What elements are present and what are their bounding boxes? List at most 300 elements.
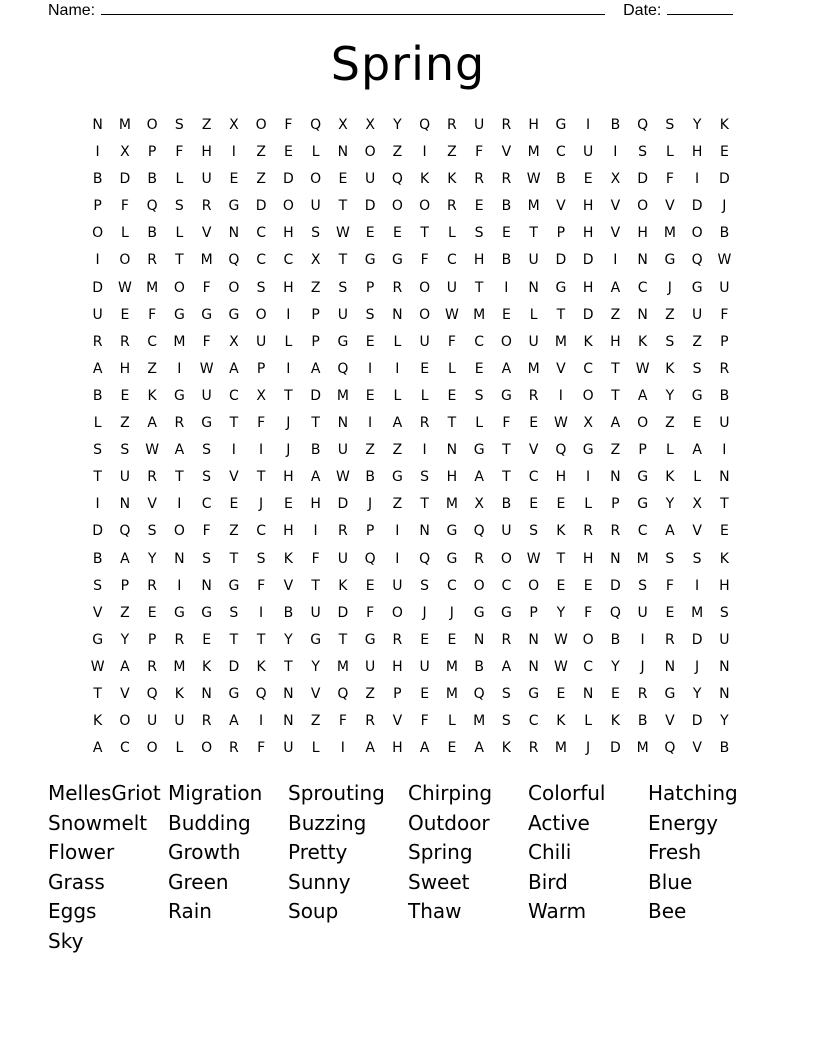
grid-letter: N: [392, 306, 403, 323]
grid-letter: P: [365, 279, 375, 296]
grid-letter: V: [229, 469, 239, 486]
grid-letter: U: [719, 415, 730, 432]
grid-row: [84, 247, 744, 274]
grid-letter: B: [474, 658, 484, 675]
grid-letter: K: [610, 713, 620, 730]
grid-letter: S: [202, 442, 212, 459]
grid-letter: I: [95, 144, 100, 161]
grid-letter: O: [419, 306, 431, 323]
grid-letter: F: [420, 713, 429, 730]
grid-letter: S: [202, 550, 212, 567]
grid-letter: I: [231, 144, 236, 161]
grid-letter: U: [419, 658, 430, 675]
grid-letter: G: [446, 550, 458, 567]
grid-letter: A: [610, 415, 621, 432]
grid-letter: K: [665, 360, 675, 377]
grid-row: [84, 329, 744, 356]
word-list-item: Green: [168, 869, 229, 894]
grid-letter: R: [201, 713, 212, 730]
header-fields: [48, 0, 733, 18]
grid-letter: K: [447, 171, 457, 188]
grid-letter: F: [502, 415, 511, 432]
grid-letter: Z: [120, 415, 130, 432]
word-list-item: Hatching: [648, 781, 738, 805]
grid-letter: Z: [256, 171, 266, 188]
grid-letter: N: [446, 442, 458, 459]
word-list-item: Migration: [168, 781, 263, 805]
grid-letter: H: [201, 144, 212, 161]
grid-letter: T: [556, 306, 566, 323]
grid-letter: A: [692, 442, 702, 459]
grid-letter: C: [201, 496, 212, 513]
grid-letter: T: [420, 225, 429, 242]
grid-letter: R: [392, 279, 403, 296]
grid-letter: R: [501, 171, 512, 188]
grid-letter: O: [691, 225, 703, 242]
grid-letter: C: [446, 252, 457, 269]
grid-letter: B: [501, 496, 512, 513]
grid-letter: I: [395, 360, 400, 377]
grid-letter: W: [553, 631, 568, 648]
grid-letter: T: [93, 685, 102, 702]
grid-letter: G: [228, 198, 240, 215]
grid-letter: D: [582, 252, 594, 269]
grid-letter: P: [93, 198, 102, 215]
grid-letter: Y: [611, 658, 620, 675]
grid-letter: N: [201, 577, 212, 594]
grid-letter: M: [527, 144, 540, 161]
grid-letter: P: [556, 225, 566, 242]
grid-letter: L: [693, 469, 702, 486]
grid-letter: F: [420, 252, 429, 269]
grid-letter: H: [582, 225, 594, 242]
grid-letter: I: [286, 360, 291, 377]
word-list-item: Snowmelt: [48, 810, 148, 835]
word-list-item: Active: [528, 810, 590, 835]
grid-letter: O: [364, 144, 376, 161]
grid-letter: H: [610, 333, 621, 350]
grid-letter: J: [695, 658, 700, 675]
grid-letter: G: [637, 496, 649, 513]
grid-letter: E: [583, 577, 593, 594]
grid-letter: G: [473, 442, 485, 459]
grid-letter: U: [446, 279, 457, 296]
grid-letter: I: [259, 713, 264, 730]
grid-letter: O: [119, 252, 131, 269]
grid-letter: S: [474, 225, 484, 242]
grid-letter: W: [117, 279, 132, 296]
grid-letter: U: [719, 279, 730, 296]
grid-letter: H: [392, 740, 403, 757]
grid-letter: D: [691, 713, 703, 730]
grid-letter: Q: [337, 360, 349, 377]
grid-letter: N: [610, 469, 621, 486]
grid-letter: J: [722, 198, 727, 215]
grid-letter: J: [368, 496, 373, 513]
grid-letter: G: [173, 604, 185, 621]
grid-letter: Z: [392, 442, 403, 459]
grid-letter: M: [336, 658, 349, 675]
grid-letter: E: [474, 198, 484, 215]
word-list-item: Colorful: [528, 781, 606, 805]
grid-letter: B: [92, 550, 103, 567]
grid-letter: E: [365, 225, 375, 242]
grid-letter: K: [638, 333, 648, 350]
grid-letter: S: [665, 117, 675, 133]
word-list-item: Fresh: [648, 840, 702, 865]
grid-letter: A: [665, 523, 675, 540]
grid-letter: E: [283, 496, 293, 513]
grid-letter: N: [610, 550, 621, 567]
date-label: Date:: [623, 2, 662, 19]
grid-letter: L: [584, 713, 593, 730]
grid-letter: G: [92, 631, 104, 648]
grid-letter: M: [173, 333, 186, 350]
grid-letter: T: [311, 415, 320, 432]
grid-letter: S: [665, 550, 675, 567]
grid-letter: L: [447, 225, 456, 242]
grid-letter: D: [337, 604, 349, 621]
grid-letter: O: [119, 713, 131, 730]
grid-letter: W: [553, 658, 568, 675]
grid-letter: F: [584, 604, 593, 621]
grid-letter: E: [556, 496, 566, 513]
grid-letter: L: [93, 415, 102, 432]
grid-letter: J: [286, 442, 291, 459]
grid-row: [84, 600, 744, 627]
grid-letter: A: [229, 360, 239, 377]
grid-letter: D: [282, 171, 294, 188]
grid-letter: O: [173, 523, 185, 540]
grid-letter: Y: [120, 631, 130, 648]
grid-letter: T: [338, 198, 348, 215]
grid-letter: R: [229, 740, 239, 757]
word-search-grid: [84, 112, 744, 762]
grid-letter: Z: [665, 415, 675, 432]
word-list-item: Chirping: [408, 781, 493, 805]
grid-letter: P: [529, 604, 538, 621]
grid-letter: E: [447, 387, 457, 404]
grid-letter: A: [120, 550, 130, 567]
grid-letter: V: [201, 225, 212, 242]
grid-letter: R: [474, 550, 484, 567]
grid-letter: Z: [147, 360, 157, 377]
grid-letter: F: [202, 279, 211, 296]
grid-letter: T: [256, 631, 266, 648]
grid-letter: E: [474, 360, 484, 377]
word-list: [48, 779, 808, 957]
grid-letter: R: [201, 198, 212, 215]
grid-letter: F: [475, 144, 484, 161]
grid-letter: Y: [692, 117, 702, 133]
grid-letter: K: [93, 713, 103, 730]
grid-letter: Y: [665, 387, 675, 404]
grid-letter: Y: [284, 631, 293, 648]
grid-letter: E: [665, 604, 675, 621]
word-list-item: Spring: [408, 840, 473, 865]
grid-letter: U: [256, 333, 267, 350]
grid-letter: O: [146, 740, 158, 757]
grid-letter: T: [556, 550, 566, 567]
grid-letter: S: [256, 550, 266, 567]
grid-letter: N: [283, 713, 294, 730]
grid-letter: U: [419, 333, 430, 350]
grid-letter: Q: [419, 117, 431, 133]
grid-letter: F: [665, 577, 674, 594]
grid-letter: O: [173, 279, 185, 296]
grid-letter: S: [229, 604, 239, 621]
grid-letter: V: [692, 740, 702, 757]
grid-letter: F: [338, 713, 347, 730]
grid-letter: D: [92, 279, 104, 296]
grid-letter: I: [395, 523, 400, 540]
grid-letter: K: [556, 713, 566, 730]
grid-row: [84, 193, 744, 220]
grid-letter: U: [365, 171, 376, 188]
grid-letter: W: [553, 415, 568, 432]
grid-row: [84, 735, 744, 762]
name-blank-line: [101, 0, 605, 15]
grid-letter: V: [147, 496, 157, 513]
grid-letter: C: [583, 658, 594, 675]
grid-letter: U: [583, 144, 594, 161]
grid-letter: H: [283, 279, 294, 296]
grid-letter: C: [583, 360, 594, 377]
grid-letter: I: [313, 523, 318, 540]
grid-letter: N: [719, 469, 730, 486]
word-list-item: Warm: [528, 899, 587, 924]
grid-letter: O: [473, 577, 485, 594]
grid-letter: I: [177, 577, 182, 594]
grid-row: [84, 491, 744, 518]
grid-letter: S: [692, 360, 702, 377]
grid-letter: G: [364, 252, 376, 269]
grid-letter: L: [529, 306, 538, 323]
grid-letter: D: [228, 658, 240, 675]
grid-letter: P: [638, 442, 647, 459]
grid-letter: Y: [147, 550, 157, 567]
grid-letter: U: [337, 550, 348, 567]
grid-letter: M: [336, 387, 349, 404]
grid-letter: A: [310, 360, 321, 377]
grid-letter: L: [175, 225, 184, 242]
grid-letter: V: [556, 198, 566, 215]
grid-letter: K: [719, 117, 729, 133]
grid-letter: O: [310, 171, 322, 188]
grid-letter: U: [637, 604, 648, 621]
grid-letter: R: [665, 631, 675, 648]
grid-letter: I: [395, 550, 400, 567]
grid-letter: D: [609, 577, 621, 594]
grid-letter: M: [473, 306, 486, 323]
grid-letter: J: [286, 415, 291, 432]
grid-letter: H: [446, 469, 458, 486]
grid-letter: O: [201, 740, 213, 757]
grid-letter: H: [637, 225, 648, 242]
grid-letter: Z: [120, 604, 130, 621]
grid-letter: W: [335, 469, 350, 486]
grid-letter: Q: [364, 550, 376, 567]
word-list-item: Growth: [168, 840, 241, 865]
grid-letter: O: [419, 198, 431, 215]
grid-letter: H: [582, 279, 594, 296]
grid-row: [84, 654, 744, 681]
grid-letter: M: [527, 198, 540, 215]
grid-letter: C: [637, 279, 648, 296]
grid-letter: B: [310, 442, 321, 459]
grid-letter: E: [583, 171, 593, 188]
grid-letter: R: [637, 685, 648, 702]
grid-letter: D: [119, 171, 131, 188]
grid-letter: P: [256, 360, 266, 377]
grid-letter: F: [202, 333, 211, 350]
grid-letter: A: [501, 360, 512, 377]
grid-letter: F: [257, 415, 266, 432]
grid-letter: X: [365, 117, 375, 133]
grid-letter: R: [583, 523, 593, 540]
grid-letter: E: [529, 496, 539, 513]
grid-letter: K: [338, 577, 348, 594]
grid-letter: W: [526, 171, 541, 188]
grid-letter: N: [119, 496, 131, 513]
grid-letter: D: [92, 523, 104, 540]
grid-letter: N: [337, 144, 349, 161]
grid-letter: W: [635, 360, 650, 377]
grid-letter: Q: [146, 685, 158, 702]
grid-letter: P: [147, 144, 157, 161]
grid-letter: U: [310, 604, 321, 621]
grid-letter: Y: [720, 713, 729, 730]
grid-letter: E: [338, 171, 348, 188]
grid-letter: R: [419, 415, 430, 432]
grid-letter: N: [473, 631, 485, 648]
grid-letter: V: [665, 713, 675, 730]
grid-letter: C: [528, 469, 539, 486]
grid-letter: H: [473, 252, 485, 269]
grid-letter: Q: [555, 442, 567, 459]
grid-letter: A: [92, 360, 103, 377]
grid-letter: R: [447, 198, 457, 215]
grid-letter: Z: [229, 523, 239, 540]
grid-letter: E: [420, 685, 430, 702]
grid-letter: I: [259, 442, 264, 459]
grid-letter: F: [311, 550, 320, 567]
grid-letter: P: [120, 577, 130, 594]
grid-letter: P: [365, 523, 375, 540]
grid-letter: G: [473, 604, 485, 621]
grid-letter: I: [422, 144, 427, 161]
grid-letter: X: [338, 117, 348, 133]
grid-letter: A: [120, 658, 130, 675]
grid-letter: U: [119, 469, 130, 486]
word-list-item: Grass: [48, 869, 105, 894]
grid-letter: A: [419, 740, 430, 757]
grid-letter: I: [613, 144, 618, 161]
grid-letter: N: [719, 658, 730, 675]
grid-letter: W: [444, 306, 459, 323]
grid-letter: E: [202, 631, 212, 648]
grid-letter: V: [92, 604, 103, 621]
grid-letter: J: [449, 604, 454, 621]
grid-letter: R: [92, 333, 103, 350]
grid-letter: I: [586, 117, 591, 133]
grid-letter: O: [228, 279, 240, 296]
grid-letter: Q: [419, 550, 431, 567]
grid-letter: H: [283, 225, 294, 242]
grid-letter: G: [310, 631, 322, 648]
grid-letter: T: [229, 415, 239, 432]
grid-letter: I: [640, 631, 645, 648]
grid-letter: F: [120, 198, 129, 215]
grid-letter: T: [229, 631, 239, 648]
grid-letter: O: [255, 306, 267, 323]
grid-letter: P: [393, 685, 402, 702]
grid-letter: I: [558, 387, 563, 404]
grid-letter: A: [474, 740, 484, 757]
grid-letter: G: [228, 685, 240, 702]
grid-letter: U: [501, 523, 512, 540]
grid-letter: E: [610, 685, 620, 702]
grid-letter: U: [283, 740, 294, 757]
grid-letter: M: [118, 117, 131, 133]
grid-letter: X: [229, 333, 239, 350]
grid-letter: Y: [311, 658, 320, 675]
grid-letter: S: [638, 144, 648, 161]
grid-letter: O: [419, 279, 431, 296]
grid-letter: S: [420, 577, 430, 594]
grid-letter: G: [201, 604, 213, 621]
grid-letter: V: [501, 144, 512, 161]
grid-letter: S: [692, 550, 702, 567]
grid-letter: D: [609, 740, 621, 757]
grid-letter: D: [555, 252, 567, 269]
grid-letter: I: [722, 442, 727, 459]
grid-letter: X: [229, 117, 239, 133]
grid-letter: F: [447, 333, 456, 350]
grid-letter: C: [256, 225, 267, 242]
grid-letter: H: [528, 117, 539, 133]
word-list-item: Rain: [168, 899, 212, 924]
grid-letter: L: [447, 360, 456, 377]
grid-letter: E: [556, 685, 566, 702]
grid-letter: U: [392, 577, 403, 594]
grid-letter: P: [611, 496, 620, 513]
grid-letter: I: [368, 415, 373, 432]
grid-letter: V: [610, 198, 621, 215]
grid-letter: Q: [473, 685, 485, 702]
grid-letter: U: [147, 713, 158, 730]
grid-letter: I: [695, 577, 700, 594]
grid-letter: L: [120, 225, 129, 242]
grid-letter: G: [582, 442, 594, 459]
grid-letter: A: [147, 415, 157, 432]
grid-letter: O: [582, 387, 594, 404]
grid-letter: B: [610, 117, 621, 133]
grid-letter: J: [586, 740, 591, 757]
word-list-item: Buzzing: [288, 810, 367, 835]
grid-letter: L: [284, 333, 293, 350]
grid-letter: E: [719, 144, 729, 161]
grid-letter: R: [120, 333, 130, 350]
grid-letter: G: [500, 387, 512, 404]
grid-letter: S: [93, 442, 103, 459]
grid-letter: G: [228, 306, 240, 323]
grid-letter: B: [283, 604, 294, 621]
grid-letter: C: [147, 333, 158, 350]
grid-letter: V: [283, 577, 294, 594]
grid-letter: W: [145, 442, 160, 459]
grid-letter: M: [445, 658, 458, 675]
